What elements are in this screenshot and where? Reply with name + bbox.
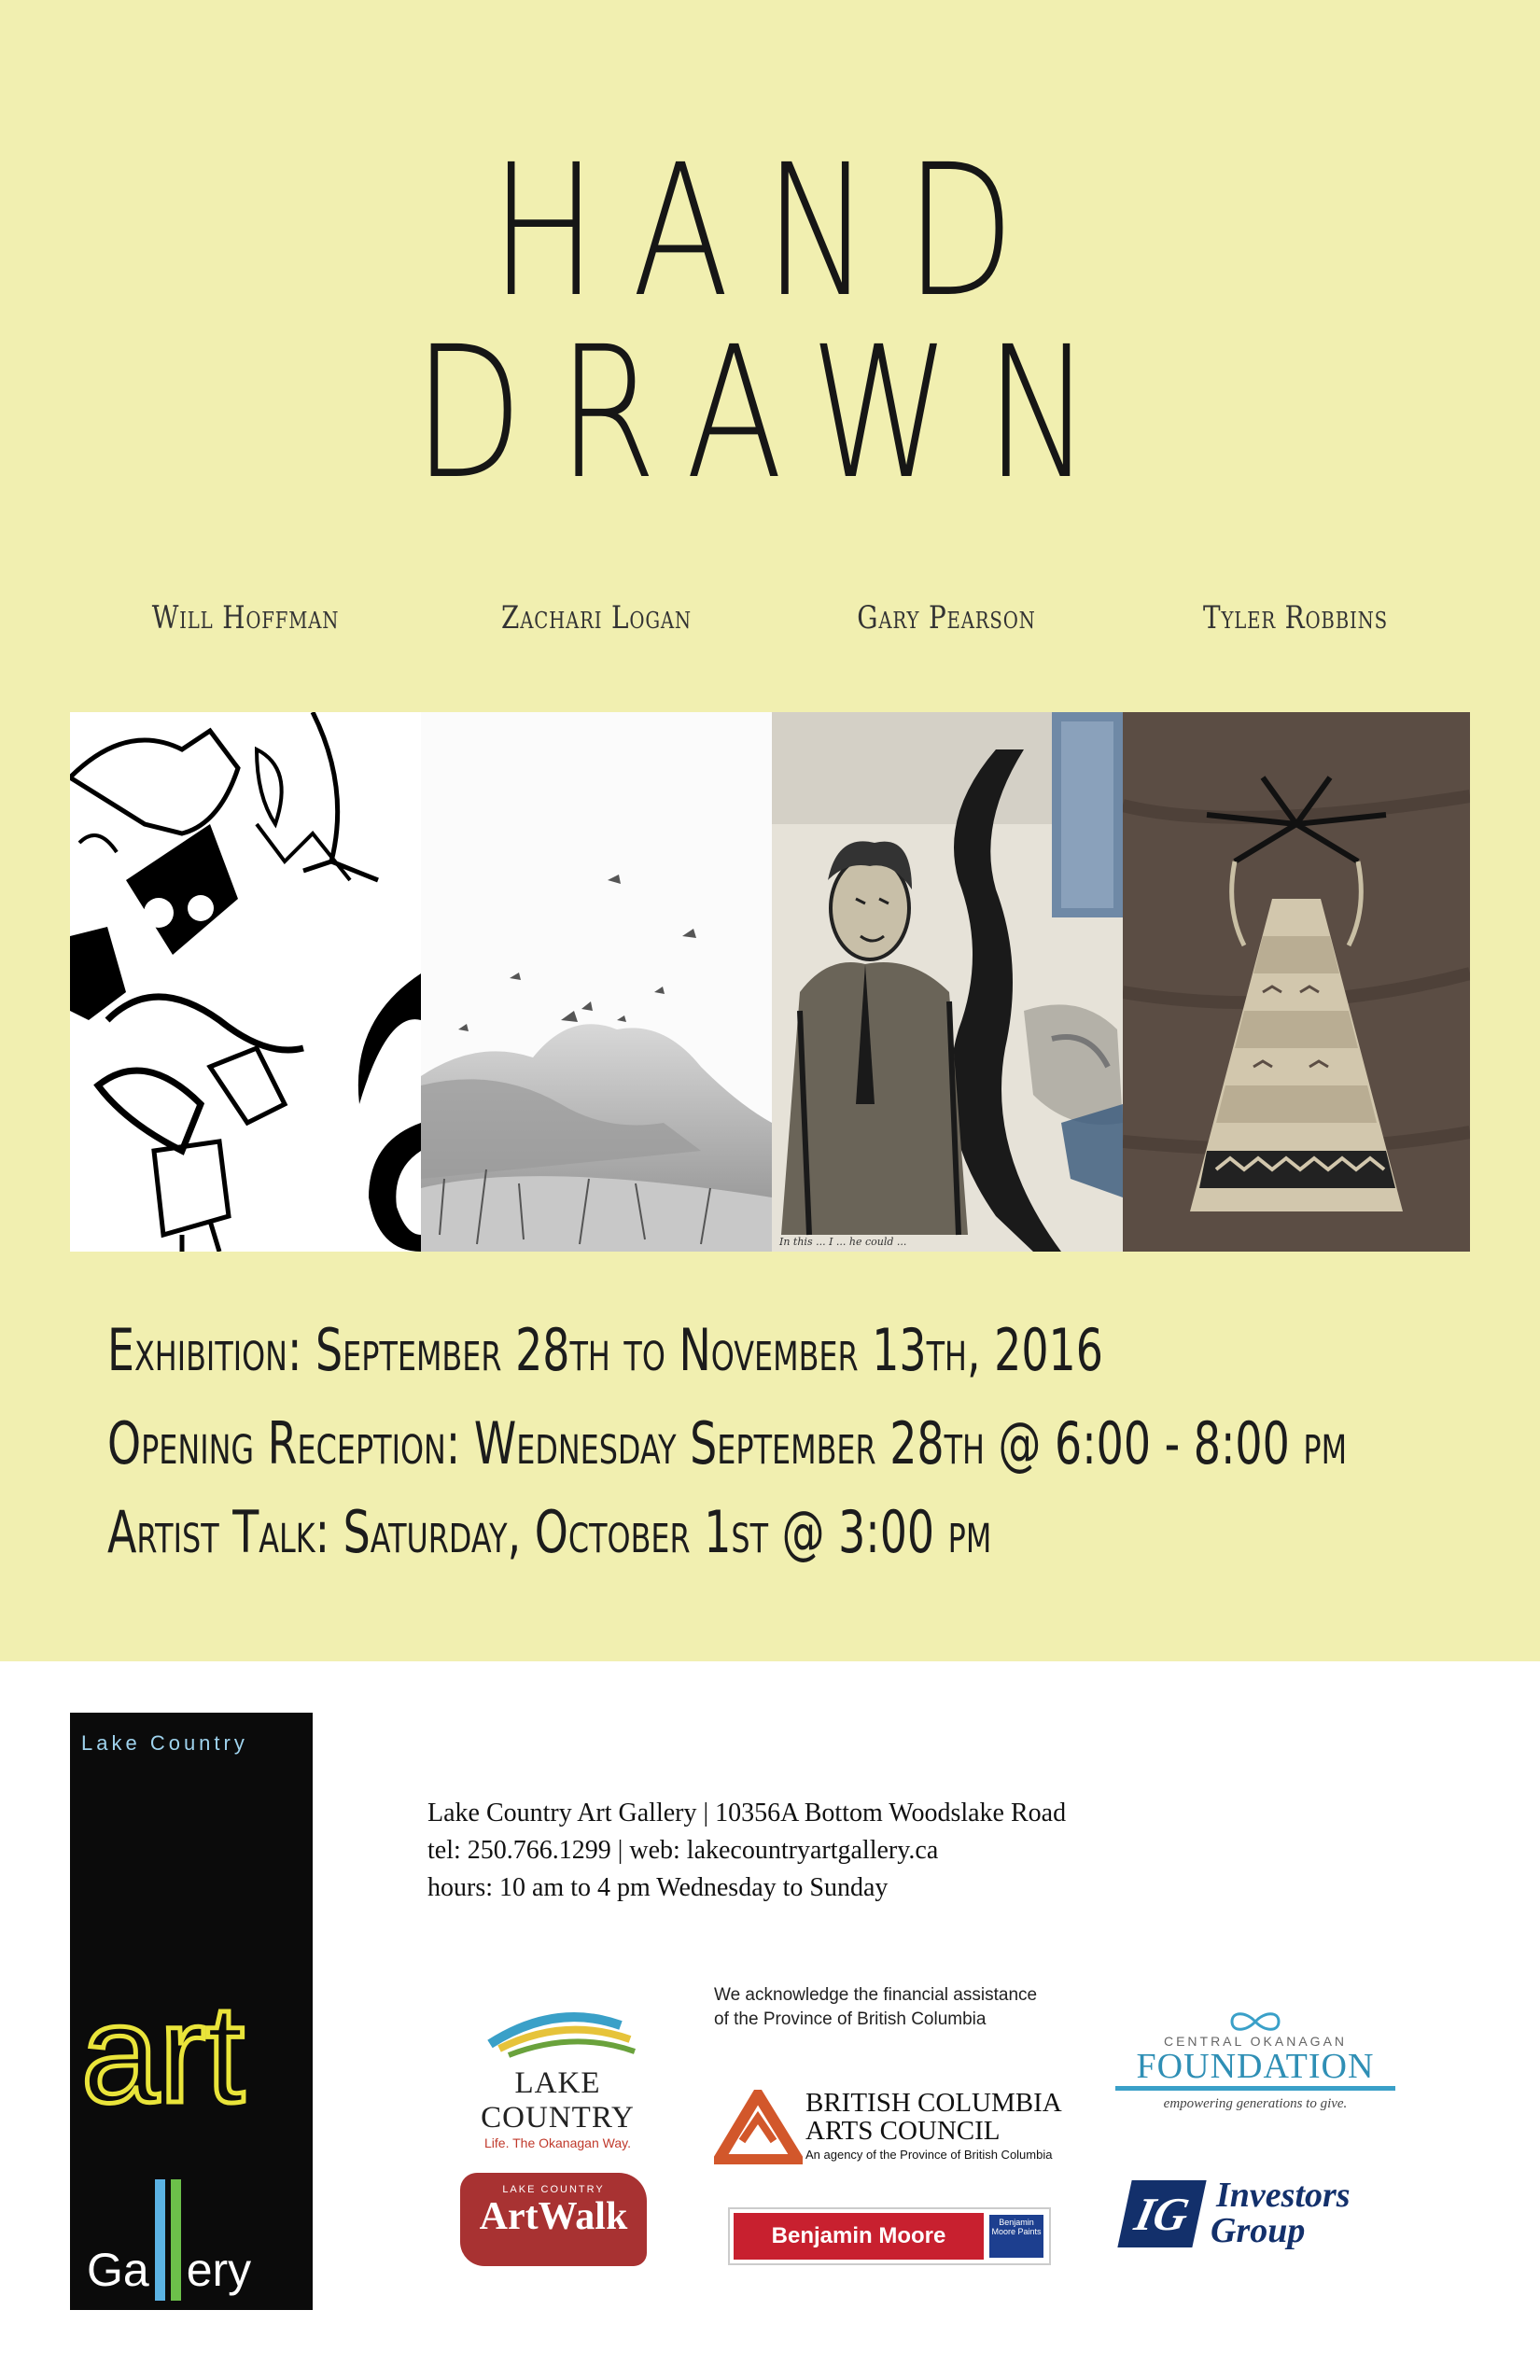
exhibition-dates: Exhibition: September 28th to November 13th, 2016 xyxy=(107,1316,1103,1384)
investors-group-mark: IG xyxy=(1117,2180,1206,2247)
lake-country-tagline: Life. The Okanagan Way. xyxy=(484,2135,631,2150)
gallery-logo-art-text: art xyxy=(81,1975,245,2132)
gallery-logo-bottom xyxy=(87,2179,251,2301)
lake-country-name: LAKE COUNTRY xyxy=(481,2066,635,2135)
central-okanagan-foundation-logo xyxy=(1115,2011,1395,2123)
artwork-strip xyxy=(70,712,1470,1252)
address-line: Lake Country Art Gallery | 10356A Bottom Woodslake Road xyxy=(427,1799,1067,1827)
artist-talk: Artist Talk: Saturday, October 1st @ 3:00 pm xyxy=(107,1498,992,1566)
contact-line: tel: 250.766.1299 | web: lakecountryartgallery.ca xyxy=(427,1836,939,1865)
benjamin-moore-small: Benjamin Moore Paints xyxy=(989,2215,1043,2258)
cof-tagline: empowering generations to give. xyxy=(1163,2095,1348,2111)
gallery-logo xyxy=(70,1713,313,2310)
hours-line: hours: 10 am to 4 pm Wednesday to Sunday xyxy=(427,1873,889,1902)
lake-country-wave-icon xyxy=(434,1997,681,2063)
benjamin-moore-name: Benjamin Moore xyxy=(734,2213,984,2260)
bcac-line-2: ARTS COUNCIL xyxy=(805,2116,1001,2146)
investors-group-logo xyxy=(1125,2175,1405,2259)
artwork-robbins xyxy=(1123,712,1470,1252)
artwork-logan xyxy=(421,712,772,1252)
opening-reception: Opening Reception: Wednesday September 28th @ 6:00 - 8:00 pm xyxy=(107,1409,1348,1477)
artist-name-robbins: Tyler Robbins xyxy=(1203,599,1388,637)
benjamin-moore-logo xyxy=(728,2207,1051,2265)
artwork-robbins-painting xyxy=(1123,712,1470,1252)
bc-arts-council-icon xyxy=(714,2090,803,2164)
artwork-logan-drawing xyxy=(421,712,772,1252)
artist-name-logan: Zachari Logan xyxy=(501,599,692,637)
gallery-logo-bars xyxy=(155,2179,181,2301)
investors-line-1: Investors xyxy=(1216,2176,1351,2215)
exhibition-title: HAND DRAWN xyxy=(413,125,1127,519)
acknowledgement-line-2: of the Province of British Columbia xyxy=(714,2009,987,2029)
cof-top: CENTRAL OKANAGAN xyxy=(1163,2034,1348,2049)
artwork-pearson xyxy=(772,712,1123,1252)
gallery-logo-art xyxy=(81,1975,245,2132)
lake-country-logo xyxy=(434,1997,681,2150)
artist-name-pearson: Gary Pearson xyxy=(857,599,1036,637)
infinity-icon xyxy=(1227,2011,1283,2032)
artwork-hoffman-drawing xyxy=(70,712,421,1252)
cof-name: FOUNDATION xyxy=(1115,2049,1395,2091)
gallery-logo-top-text: Lake Country xyxy=(81,1731,248,1755)
gallery-logo-bottom-a: Ga xyxy=(87,2244,149,2296)
artwork-hoffman xyxy=(70,712,421,1252)
bc-arts-council-logo xyxy=(714,2086,1106,2170)
artwalk-name: ArtWalk xyxy=(479,2195,628,2238)
artwalk-logo xyxy=(460,2173,647,2266)
artwork-pearson-caption: In this ... I ... he could ... xyxy=(779,1236,907,1248)
acknowledgement-line-1: We acknowledge the financial assistance xyxy=(714,1985,1038,2005)
gallery-logo-bottom-b: ery xyxy=(186,2244,252,2296)
investors-line-2: Group xyxy=(1211,2211,1306,2250)
gallery-logo-top xyxy=(81,1731,248,1756)
bcac-line-3: An agency of the Province of British Columbia xyxy=(805,2148,1053,2162)
bcac-line-1: BRITISH COLUMBIA xyxy=(805,2088,1062,2118)
artist-name-hoffman: Will Hoffman xyxy=(151,599,340,637)
artwalk-top: LAKE COUNTRY xyxy=(502,2184,605,2195)
artwork-pearson-painting xyxy=(772,712,1123,1252)
